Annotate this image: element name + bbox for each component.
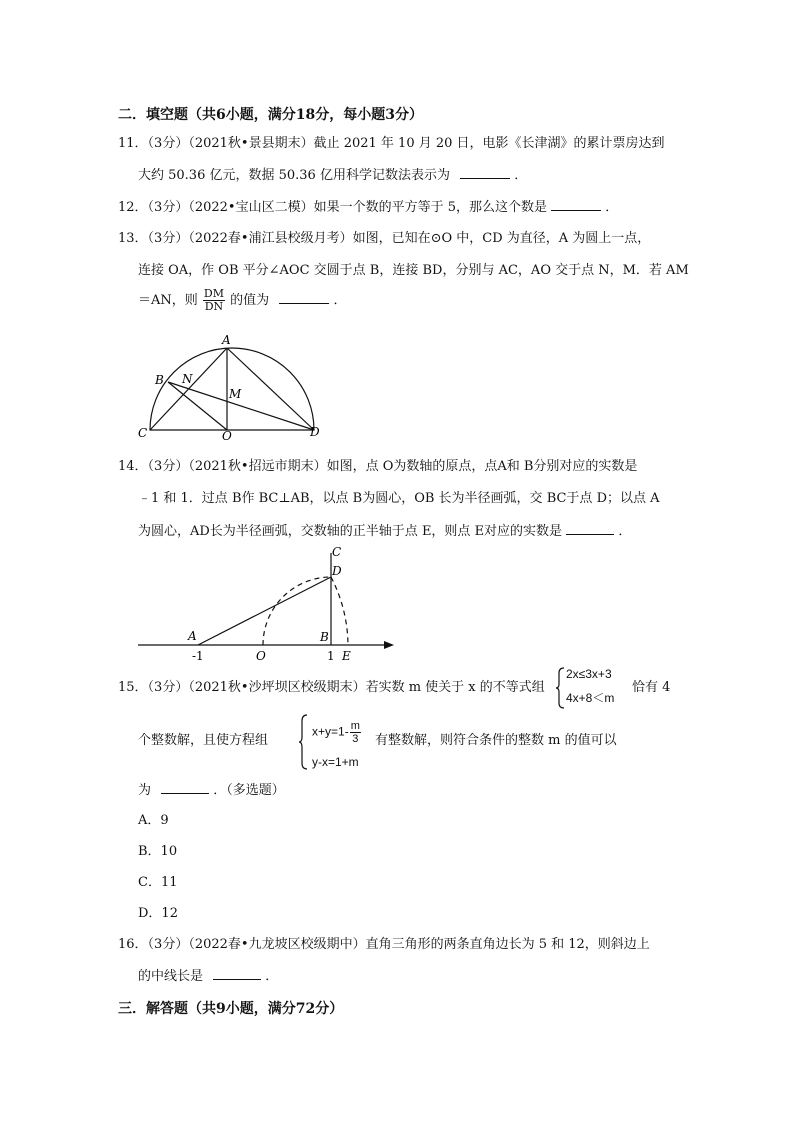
q12-end: ． (605, 200, 619, 215)
section-heading-answer: 三．解答题（共9小题，满分72分） (118, 1001, 344, 1017)
q14-label-B: B (320, 630, 329, 644)
section-heading-fill-blank: 二．填空题（共6小题，满分18分，每小题3分） (118, 107, 423, 123)
q14-label-E: E (342, 649, 351, 663)
q15-inequality-brace-icon (555, 667, 565, 709)
q15-option-b[interactable]: B．10 (138, 844, 178, 859)
q14-line1: 14．（3分）（2021秋•招远市期末）如图，点 O为数轴的原点，点A和 B分别对应的实数是 (118, 459, 638, 474)
q15-line2-text: 个整数解，且使方程组 (138, 733, 269, 748)
q14-label-C: C (332, 545, 342, 559)
q14-label-A: A (188, 629, 197, 643)
q13-label-B: B (155, 373, 164, 387)
q14-label-D: D (332, 564, 342, 578)
q15-line2-end: 有整数解，则符合条件的整数 m 的值可以 (375, 733, 617, 748)
q14-number-line-figure (130, 543, 400, 665)
q13-line1: 13．（3分）（2022春•浦江县校级月考）如图，已知在⊙O 中，CD 为直径，A 为圆上一点， (118, 231, 651, 246)
q15-line3-text: 为 (138, 783, 152, 798)
q13-fraction (203, 288, 225, 313)
q12-text: 12．（3分）（2022•宝山区二模）如果一个数的平方等于 5，那么这个数是 (118, 200, 547, 215)
q13-label-A: A (222, 333, 231, 347)
q15-answer-blank[interactable] (161, 782, 209, 794)
q14-end: ． (618, 524, 632, 539)
q13-line3 (138, 288, 346, 313)
q13-end: ． (333, 293, 347, 308)
q15-line3 (138, 782, 285, 799)
q13-frac-num: DM (203, 287, 224, 300)
q15-option-c[interactable]: C．11 (138, 875, 178, 890)
q15-line1-end: 恰有 4 (632, 680, 671, 695)
q13-label-M: M (229, 387, 242, 401)
q15-equation-1 (312, 720, 362, 745)
q15-inequality-1: 2x≤3x+3 (566, 667, 612, 681)
q15-line3-end: ．（多选题） (213, 783, 285, 798)
q14-segment-AD (198, 577, 331, 645)
q13-line3-text: ＝AN，则 (138, 293, 198, 308)
q16-end: ． (265, 969, 279, 984)
q12-answer-blank[interactable] (551, 199, 601, 211)
q14-line3 (138, 523, 631, 540)
q14-tick-1: 1 (327, 649, 335, 663)
q13-label-O: O (222, 429, 232, 443)
q15-option-a[interactable]: A．9 (138, 813, 169, 828)
q13-semicircle-figure (130, 328, 330, 443)
q12-line (118, 199, 618, 216)
q15-option-d[interactable]: D．12 (138, 906, 178, 921)
q15-eq1-text: x+y=1- (312, 724, 349, 739)
q16-line2 (138, 968, 278, 985)
q13-label-C: C (138, 426, 148, 440)
q16-line1: 16．（3分）（2022春•九龙坡区校级期中）直角三角形的两条直角边长为 5 和 12，则斜边上 (118, 937, 650, 952)
q15-equation-2: y-x=1+m (312, 755, 359, 769)
q13-label-N: N (182, 372, 193, 386)
q11-line2-text: 大约 50.36 亿元，数据 50.36 亿用科学记数法表示为 (138, 168, 450, 183)
q14-answer-blank[interactable] (566, 523, 614, 535)
q13-label-D: D (310, 425, 320, 439)
q16-answer-blank[interactable] (213, 968, 261, 980)
q14-arc-DE (331, 577, 348, 645)
q13-line3-mid: 的值为 (230, 293, 270, 308)
q11-line2 (138, 167, 527, 184)
q13-line2: 连接 OA，作 OB 平分∠AOC 交圆于点 B，连接 BD，分别与 AC，AO 交于点 N，M．若 AM (138, 263, 689, 278)
q14-tick-neg1: -1 (192, 649, 204, 663)
q13-answer-blank[interactable] (279, 292, 329, 304)
q13-frac-den: DN (204, 300, 224, 313)
q14-axis-arrow-icon (384, 641, 394, 649)
q14-line2: ﹣1 和 1．过点 B作 BC⊥AB，以点 B为圆心，OB 长为半径画弧，交 BC于点 D；以点 A (138, 491, 660, 506)
q14-line3-text: 为圆心，AD长为半径画弧，交数轴的正半轴于点 E，则点 E对应的实数是 (138, 524, 563, 539)
q11-line1: 11．（3分）（2021秋•景县期末）截止 2021 年 10 月 20 日，电影《长津湖》的累计票房达到 (118, 136, 665, 151)
q16-line2-text: 的中线长是 (138, 969, 204, 984)
q15-eq1-fraction (350, 720, 361, 745)
q15-inequality-2: 4x+8＜m (566, 691, 615, 705)
q13-segment-BO (168, 382, 227, 430)
q11-end: ． (514, 168, 528, 183)
q15-line1-text: 15．（3分）（2021秋•沙坪坝区校级期末）若实数 m 使关于 x 的不等式组 (118, 680, 545, 695)
q15-equation-brace-icon (298, 714, 308, 770)
q11-answer-blank[interactable] (460, 167, 510, 179)
q15-eq1-frac-num: m (350, 720, 360, 732)
q14-label-O: O (256, 649, 266, 663)
q15-eq1-frac-den: 3 (352, 733, 359, 745)
